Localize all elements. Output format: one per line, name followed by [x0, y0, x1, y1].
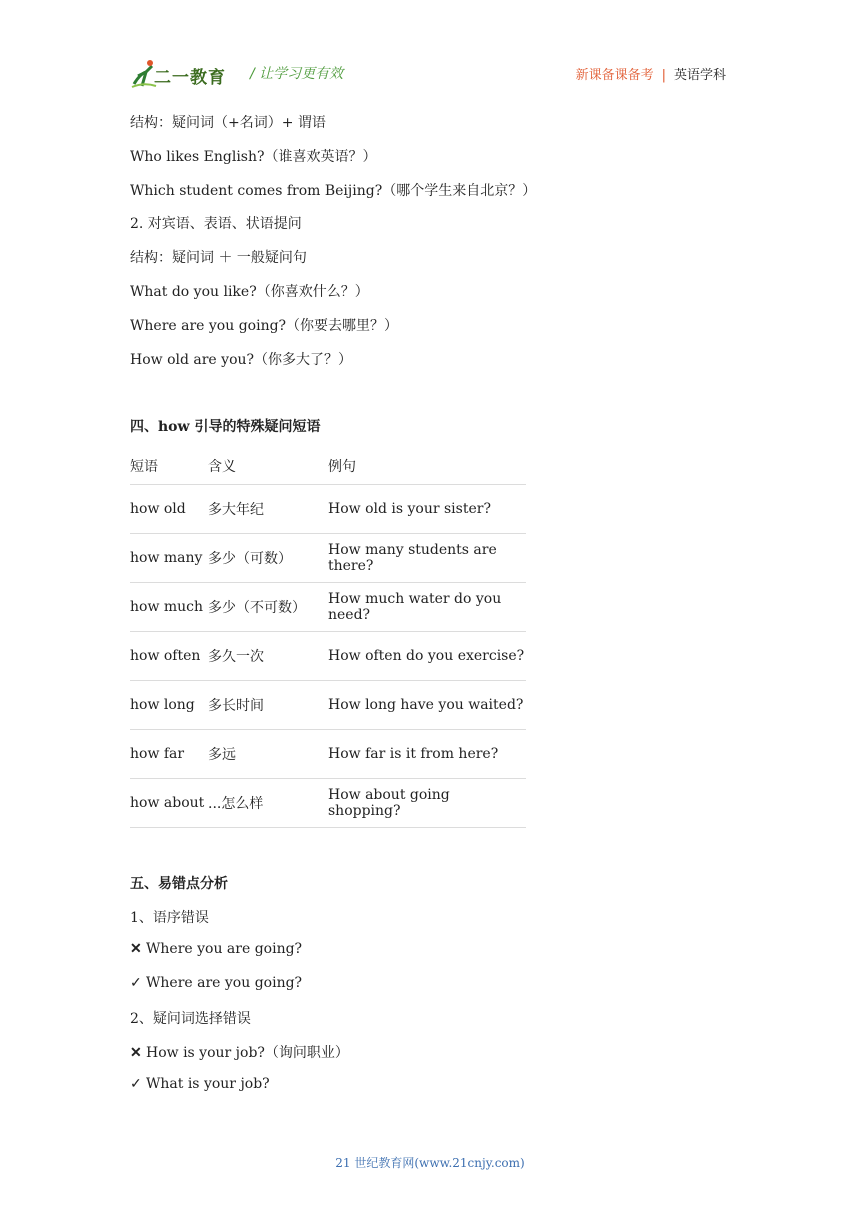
- wrong-sentence: Where you are going?: [146, 941, 303, 957]
- meaning-cell: ...怎么样: [208, 779, 328, 828]
- section-4-title: 四、how 引导的特殊疑问短语: [130, 419, 321, 435]
- right-sentence: What is your job?: [146, 1076, 270, 1092]
- example-cell: How many students are there?: [328, 534, 526, 583]
- logo: [130, 56, 242, 90]
- point-2-structure: 结构：疑问词 ＋ 一般疑问句: [130, 250, 307, 266]
- table-row: [130, 730, 526, 779]
- error-1-right: [130, 975, 302, 991]
- right-sentence: Where are you going?: [146, 975, 303, 991]
- phrase-cell: how about: [130, 779, 208, 828]
- header-subject: [576, 64, 726, 83]
- meaning-cell: 多大年纪: [208, 485, 328, 534]
- error-1-title: 1、语序错误: [130, 910, 209, 926]
- section-5-title: 五、易错点分析: [130, 876, 228, 892]
- check-icon: ✓: [130, 975, 142, 991]
- phrase-cell: how old: [130, 485, 208, 534]
- example-cell: How old is your sister?: [328, 485, 526, 534]
- check-icon: ✓: [130, 1076, 142, 1092]
- slogan: / 让学习更有效: [250, 66, 344, 82]
- point-2-title: 2. 对宾语、表语、状语提问: [130, 216, 302, 232]
- subject-example-1: Who likes English?（谁喜欢英语？）: [130, 149, 377, 165]
- example-cell: How often do you exercise?: [328, 632, 526, 681]
- wrong-icon: ✕: [130, 1045, 142, 1061]
- table-row: [130, 583, 526, 632]
- example-cell: How far is it from here?: [328, 730, 526, 779]
- subject-structure: 结构：疑问词（+名词）+ 谓语: [130, 115, 326, 131]
- header-meaning: 含义: [208, 459, 236, 475]
- header-subject-label: 英语学科: [673, 68, 726, 83]
- how-phrases-table: [130, 448, 526, 828]
- example-cell: How much water do you need?: [328, 583, 526, 632]
- page-footer[interactable]: 21 世纪教育网(www.21cnjy.com): [335, 1156, 525, 1170]
- phrase-cell: how much: [130, 583, 208, 632]
- table-row: [130, 534, 526, 583]
- header-example: 例句: [328, 459, 356, 475]
- page-header: [130, 56, 726, 90]
- table-row: [130, 779, 526, 828]
- error-2-title: 2、疑问词选择错误: [130, 1011, 251, 1027]
- table-row: [130, 485, 526, 534]
- header-course-label: 新课备课备考: [575, 68, 654, 83]
- error-2-wrong: [130, 1042, 349, 1062]
- table-header-row: [130, 448, 526, 485]
- wrong-icon: ✕: [130, 941, 142, 957]
- table-row: [130, 681, 526, 730]
- phrase-cell: how far: [130, 730, 208, 779]
- phrase-cell: how long: [130, 681, 208, 730]
- meaning-cell: 多远: [208, 730, 328, 779]
- phrase-cell: how often: [130, 632, 208, 681]
- point-2-example-3: How old are you?（你多大了？）: [130, 352, 353, 368]
- header-separator: |: [661, 68, 666, 83]
- meaning-cell: 多久一次: [208, 632, 328, 681]
- phrase-cell: how many: [130, 534, 208, 583]
- meaning-cell: 多少（不可数）: [208, 583, 328, 632]
- example-cell: How about going shopping?: [328, 779, 526, 828]
- logo-text: 二一教育: [154, 68, 226, 88]
- meaning-cell: 多少（可数）: [208, 534, 328, 583]
- wrong-sentence: How is your job?（询问职业）: [146, 1045, 349, 1061]
- example-cell: How long have you waited?: [328, 681, 526, 730]
- point-2-example-2: Where are you going?（你要去哪里？）: [130, 318, 399, 334]
- subject-example-2: Which student comes from Beijing?（哪个学生来自北京？）: [130, 183, 537, 199]
- header-phrase: 短语: [130, 459, 158, 475]
- error-2-right: [130, 1076, 270, 1092]
- table-row: [130, 632, 526, 681]
- error-1-wrong: [130, 941, 302, 957]
- point-2-example-1: What do you like?（你喜欢什么？）: [130, 284, 369, 300]
- meaning-cell: 多长时间: [208, 681, 328, 730]
